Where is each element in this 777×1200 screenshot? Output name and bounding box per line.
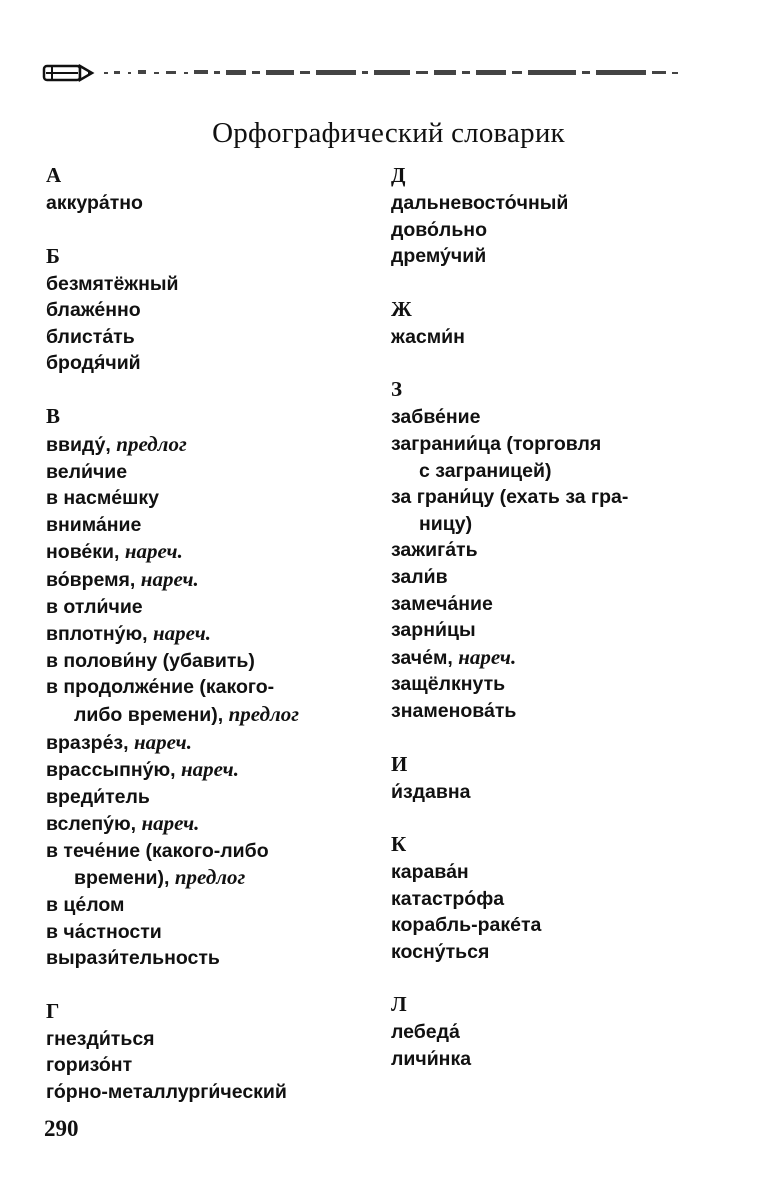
dictionary-section <box>391 294 721 351</box>
entry-word: ввиду́, <box>46 433 111 456</box>
page-number: 290 <box>44 1116 79 1141</box>
part-of-speech: нареч. <box>140 566 199 591</box>
entry-word: лебеда́ <box>391 1021 460 1044</box>
left-column <box>46 160 376 1106</box>
section-letter: Ж <box>391 296 412 321</box>
entry-continuation <box>391 458 721 485</box>
entry-word: защёлкнуть <box>391 673 506 696</box>
dictionary-section <box>46 160 376 217</box>
entry-word: нове́ки, <box>46 541 120 564</box>
dictionary-entry <box>46 892 376 919</box>
entry-word: аккура́тно <box>46 192 143 214</box>
entry-word: катастро́фа <box>391 887 505 910</box>
dictionary-entry <box>391 671 721 698</box>
entry-word: знаменова́ть <box>391 699 517 722</box>
dictionary-section <box>391 749 721 806</box>
dictionary-entry <box>46 1079 376 1106</box>
continuation-text: либо времени), <box>74 703 224 726</box>
section-letter: Б <box>46 243 60 268</box>
entry-word: зали́в <box>391 565 448 588</box>
entry-word: внима́ние <box>46 513 142 536</box>
entry-word: дальневосто́чный <box>391 192 569 214</box>
continuation-text: времени), <box>74 867 170 890</box>
entry-word: го́рно-металлурги́ческий <box>46 1081 287 1104</box>
dictionary-entry <box>391 484 721 537</box>
entry-word: вплотну́ю, <box>46 623 148 646</box>
dictionary-entry <box>391 431 721 484</box>
dictionary-entry <box>46 566 376 594</box>
dictionary-entry <box>46 919 376 946</box>
dictionary-entry <box>391 1046 721 1073</box>
entry-word: зажига́ть <box>391 539 478 562</box>
section-letter: А <box>46 163 62 187</box>
dictionary-entry <box>46 271 376 298</box>
dictionary-section <box>391 160 721 270</box>
part-of-speech: нареч. <box>141 811 200 836</box>
dictionary-section <box>391 829 721 965</box>
section-letter: Д <box>391 163 406 187</box>
part-of-speech: нареч. <box>133 729 192 754</box>
dictionary-entry <box>46 810 376 838</box>
part-of-speech: нареч. <box>153 621 211 646</box>
dictionary-entry <box>391 1019 721 1046</box>
entry-word: вреди́тель <box>46 785 150 808</box>
section-letter: Л <box>391 992 407 1017</box>
section-letter: И <box>391 751 408 776</box>
entry-word: в тече́ние (какого-либо <box>46 839 269 862</box>
dictionary-entry <box>46 648 376 675</box>
entry-word: вели́чие <box>46 460 128 483</box>
entry-word: корабль-ракéта <box>391 914 542 937</box>
dictionary-entry <box>46 620 376 648</box>
entry-word: горизо́нт <box>46 1054 133 1077</box>
part-of-speech: предлог <box>116 431 187 456</box>
entry-word: блаже́нно <box>46 299 141 322</box>
dictionary-entry <box>46 594 376 621</box>
entry-word: зарни́цы <box>391 619 476 642</box>
dictionary-section <box>46 401 376 972</box>
pencil-header-ornament <box>42 62 682 84</box>
dictionary-entry <box>391 644 721 672</box>
page-title: Орфографический словарик <box>212 117 565 150</box>
entry-word: гнезди́ться <box>46 1027 155 1050</box>
entry-word: бродя́чий <box>46 352 141 375</box>
dictionary-entry <box>46 674 376 728</box>
dictionary-entry <box>46 756 376 784</box>
entry-word: в полови́ну (убавить) <box>46 649 255 672</box>
entry-word: врассыпну́ю, <box>46 759 176 782</box>
entry-word: в насме́шку <box>46 487 160 510</box>
dictionary-entry <box>46 784 376 811</box>
dictionary-entry <box>391 779 721 806</box>
section-letter: Г <box>46 998 60 1023</box>
continuation-text: ницу) <box>419 512 473 535</box>
dictionary-entry <box>391 939 721 966</box>
dictionary-entry <box>46 297 376 324</box>
dictionary-section <box>46 996 376 1106</box>
dictionary-entry <box>46 945 376 972</box>
dictionary-entry <box>46 538 376 566</box>
dictionary-section <box>46 241 376 377</box>
section-letter: З <box>391 377 403 402</box>
entry-word: блиста́ть <box>46 325 135 348</box>
entry-word: в отли́чие <box>46 595 143 618</box>
dictionary-entry <box>46 459 376 486</box>
dictionary-entry <box>391 617 721 644</box>
dictionary-entry <box>391 859 721 886</box>
dashed-ornament-line <box>104 70 678 75</box>
section-letter: В <box>46 403 61 428</box>
dictionary-entry <box>46 324 376 351</box>
entry-word: за грани́цу (ехать за гра- <box>391 486 629 509</box>
entry-word: в ча́стности <box>46 920 162 943</box>
part-of-speech: нареч. <box>124 539 183 564</box>
entry-word: во́время, <box>46 568 136 591</box>
entry-word: вслепу́ю, <box>46 813 137 836</box>
dictionary-entry <box>46 1026 376 1053</box>
dictionary-entry <box>46 431 376 459</box>
dictionary-entry <box>391 190 721 217</box>
entry-word: загрании́ца (торговля <box>391 432 602 455</box>
entry-word: вырази́тельность <box>46 947 220 970</box>
entry-continuation <box>391 511 721 538</box>
dictionary-entry <box>391 886 721 913</box>
dictionary-entry <box>391 404 721 431</box>
entry-word: в продолже́ние (какого- <box>46 676 275 699</box>
entry-continuation <box>46 701 376 729</box>
dictionary-entry <box>46 838 376 892</box>
section-letter: К <box>391 832 407 857</box>
right-column <box>391 160 721 1073</box>
dictionary-entry <box>391 537 721 564</box>
entry-word: и́здавна <box>391 780 471 803</box>
entry-word: замеча́ние <box>391 592 493 615</box>
dictionary-entry <box>46 350 376 377</box>
entry-word: безмятёжный <box>46 272 179 295</box>
dictionary-entry <box>46 190 376 217</box>
entry-word: косну́ться <box>391 940 490 963</box>
entry-continuation <box>46 864 376 892</box>
continuation-text: с заграницей) <box>419 459 552 482</box>
entry-word: жасми́н <box>391 325 465 348</box>
dictionary-entry <box>46 485 376 512</box>
entry-word: дрему́чий <box>391 245 487 268</box>
part-of-speech: предлог <box>228 701 300 726</box>
entry-word: карава́н <box>391 861 469 884</box>
part-of-speech: нареч. <box>458 644 517 669</box>
entry-word: дово́льно <box>391 218 487 241</box>
dictionary-entry <box>391 217 721 244</box>
dictionary-entry <box>391 698 721 725</box>
entry-word: вразре́з, <box>46 731 129 754</box>
dictionary-entry <box>46 512 376 539</box>
dictionary-entry <box>391 564 721 591</box>
dictionary-section <box>391 374 721 724</box>
entry-word: заче́м, <box>391 646 453 669</box>
part-of-speech: предлог <box>174 865 246 890</box>
dictionary-entry <box>391 243 721 270</box>
dictionary-entry <box>391 912 721 939</box>
entry-word: забве́ние <box>391 406 481 429</box>
dictionary-entry <box>46 729 376 757</box>
part-of-speech: нареч. <box>180 757 239 782</box>
dictionary-entry <box>391 324 721 351</box>
pencil-icon <box>44 66 94 80</box>
entry-word: личи́нка <box>391 1048 472 1071</box>
dictionary-entry <box>391 591 721 618</box>
entry-word: в це́лом <box>46 894 125 917</box>
dictionary-section <box>391 989 721 1072</box>
dictionary-entry <box>46 1052 376 1079</box>
